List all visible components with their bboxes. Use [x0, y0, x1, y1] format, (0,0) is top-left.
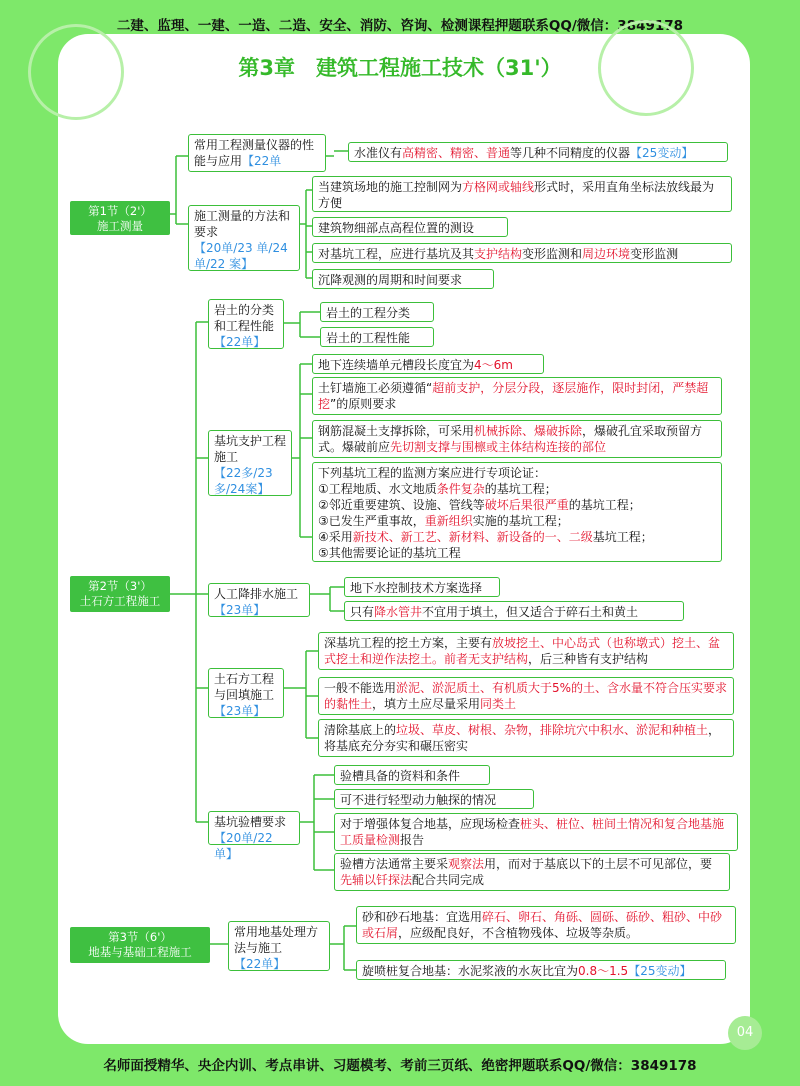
topic-box — [188, 205, 300, 271]
section-label: 第1节（2'） 施工测量 — [70, 201, 170, 235]
point-box — [312, 269, 494, 289]
point-text: 岩土的工程性能 — [326, 331, 411, 345]
point-box — [318, 632, 734, 670]
topic-box — [188, 134, 326, 172]
highlight-text: 新技术、新工艺、新材料、新设备的一、二级 — [352, 530, 593, 544]
point-box — [320, 302, 434, 322]
highlight-text: 先切割支撑与围檩或主体结构连接的部位 — [390, 440, 607, 454]
point-text: 对基坑工程，应进行基坑及其 — [318, 247, 475, 261]
point-text: 基坑工程； — [592, 530, 653, 544]
point-text: 下列基坑工程的监测方案应进行专项论证： — [318, 466, 547, 480]
topic-tag: 【20单/22 单】 — [214, 831, 273, 861]
point-text: 的基坑工程； — [568, 498, 641, 512]
topic-title: 基坑验槽要求 — [214, 815, 287, 829]
highlight-text: 破坏后果很严重 — [484, 498, 569, 512]
point-text: 水准仪有 — [354, 146, 403, 160]
topic-tag: 【22单】 — [214, 335, 266, 349]
chapter-title: 第3章 建筑工程施工技术（31'） — [238, 56, 562, 80]
point-text: ①工程地质、水文地质 — [318, 482, 437, 496]
point-box — [344, 601, 684, 621]
point-text: 形式时，采用直角坐标法放线最为方便 — [318, 180, 715, 210]
topic-tag: 【23单】 — [214, 704, 266, 718]
topic-title: 岩土的分类和工程性能 — [214, 303, 275, 333]
point-box — [356, 960, 726, 980]
point-box — [334, 813, 738, 851]
point-box — [356, 906, 736, 944]
point-text: 深基坑工程的挖土方案，主要有 — [324, 636, 493, 650]
point-text: 的基坑工程； — [484, 482, 557, 496]
point-text: 不宜用于填土，但又适合于碎石土和黄土 — [422, 605, 639, 619]
point-text: 配合共同完成 — [412, 873, 485, 887]
point-text: ，将基底充分夯实和碾压密实 — [324, 723, 721, 753]
page-number: 04 — [728, 1016, 762, 1050]
point-box — [318, 677, 734, 715]
point-text: 当建筑场地的施工控制网为 — [318, 180, 463, 194]
top-banner: 二建、监理、一建、一造、二造、安全、消防、咨询、检测课程押题联系QQ/微信：3849178 — [116, 18, 684, 34]
point-box — [334, 789, 534, 809]
section-label: 第3节（6'） 地基与基础工程施工 — [70, 927, 210, 963]
topic-tag: 【23单】 — [214, 603, 266, 617]
point-text: 岩土的工程分类 — [326, 306, 411, 320]
topic-tag: 【20单/23 单/24单/22 案】 — [194, 241, 288, 271]
highlight-text: 降水管井 — [374, 605, 423, 619]
topic-tag: 【22单】 — [234, 957, 286, 971]
highlight-text: 同类土 — [480, 697, 517, 711]
topic-box — [208, 430, 292, 496]
highlight-text: 方格网或轴线 — [462, 180, 535, 194]
highlight-text: 条件复杂 — [436, 482, 485, 496]
point-box — [312, 243, 732, 263]
point-text: ，爆破孔宜采取预留方式。爆破前应 — [318, 424, 703, 454]
point-text: ④采用 — [318, 530, 353, 544]
point-box — [312, 377, 722, 415]
point-box — [334, 765, 490, 785]
highlight-text: 4～6m — [474, 358, 513, 372]
point-box — [312, 420, 722, 458]
point-box — [318, 719, 734, 757]
topic-box — [208, 668, 284, 718]
section-label: 第2节（3'） 土石方工程施工 — [70, 576, 170, 612]
point-text: 变形监测和 — [522, 247, 583, 261]
bottom-banner: 名师面授精华、央企内训、考点串讲、习题模考、考前三页纸、绝密押题联系QQ/微信：3849178 — [103, 1058, 697, 1074]
point-text: ②邻近重要建筑、设施、管线等 — [318, 498, 485, 512]
topic-box — [208, 583, 310, 617]
highlight-text: 碎石、卵石、角砾、圆砾、砾砂、粗砂、中砂或石屑 — [362, 910, 723, 940]
highlight-text: 周边环境 — [582, 247, 631, 261]
point-box — [312, 354, 544, 374]
point-text: 地下水控制技术方案选择 — [350, 581, 483, 595]
point-box — [312, 462, 722, 562]
point-box — [312, 217, 508, 237]
highlight-text: 淤泥、淤泥质土、有机质大于5%的土、含水量不符合压实要求的黏性土 — [324, 681, 728, 711]
point-text: 实施的基坑工程； — [472, 514, 569, 528]
point-text: 一般不能选用 — [324, 681, 397, 695]
point-text: 地下连续墙单元槽段长度宜为 — [318, 358, 475, 372]
tag-text: 【25变动】 — [628, 964, 692, 978]
topic-title: 人工降排水施工 — [214, 587, 299, 601]
highlight-text: 先辅以钎探法 — [340, 873, 413, 887]
highlight-text: 垃圾、草皮、树根、杂物，排除坑穴中积水、淤泥和种植土 — [396, 723, 709, 737]
highlight-text: 机械拆除、爆破拆除 — [474, 424, 583, 438]
point-text: 只有 — [350, 605, 375, 619]
point-text: 报告 — [400, 833, 425, 847]
point-box — [320, 327, 434, 347]
highlight-text: 放坡挖土、中心岛式（也称墩式）挖土、盆式挖土和逆作法挖土。前者无支护结构 — [324, 636, 721, 666]
point-box — [348, 142, 728, 162]
point-text: 土钉墙施工必须遵循“ — [318, 381, 433, 395]
topic-title: 常用地基处理方法与施工 — [234, 925, 319, 955]
topic-tag: 【22多/23多/24案】 — [214, 466, 273, 496]
point-text: ，后三种皆有支护结构 — [528, 652, 649, 666]
topic-title: 基坑支护工程施工 — [214, 434, 287, 464]
point-text: ⑤其他需要论证的基坑工程 — [318, 546, 461, 560]
point-text: 对于增强体复合地基，应现场检查 — [340, 817, 521, 831]
tag-text: 【25变动】 — [630, 146, 694, 160]
highlight-text: 支护结构 — [474, 247, 523, 261]
point-text: 用，而对于基底以下的土层不可见部位，要 — [484, 857, 713, 871]
point-text: 等几种不同精度的仪器 — [510, 146, 631, 160]
point-text: ”的原则要求 — [330, 397, 397, 411]
point-text: 变形监测 — [630, 247, 679, 261]
highlight-text: 重新组织 — [424, 514, 473, 528]
topic-title: 施工测量的方法和要求 — [194, 209, 291, 239]
highlight-text: 桩头、桩位、桩间土情况和复合地基施工质量检测 — [340, 817, 725, 847]
point-text: 钢筋混凝土支撑拆除，可采用 — [318, 424, 475, 438]
topic-title: 常用工程测量仪器的性能与应用 — [194, 138, 315, 168]
highlight-text: 0.8～1.5 — [578, 964, 629, 978]
point-text: 验槽方法通常主要采 — [340, 857, 449, 871]
topic-box — [208, 811, 300, 861]
point-text: 旋喷桩复合地基：水泥浆液的水灰比宜为 — [362, 964, 579, 978]
point-text: ，应级配良好，不含植物残体、垃圾等杂质。 — [398, 926, 639, 940]
highlight-text: 超前支护，分层分段，逐层施作，限时封闭，严禁超挖 — [318, 381, 709, 411]
point-box — [334, 853, 730, 891]
topic-title: 土石方工程与回填施工 — [214, 672, 275, 702]
topic-tag: 【22单 — [242, 154, 282, 168]
point-box — [344, 577, 500, 597]
point-text: 清除基底上的 — [324, 723, 397, 737]
point-text: ，填方土应尽量采用 — [372, 697, 481, 711]
highlight-text: 观察法 — [448, 857, 485, 871]
point-text: ③已发生严重事故， — [318, 514, 425, 528]
highlight-text: 高精密、精密、普通 — [402, 146, 511, 160]
topic-box — [228, 921, 330, 971]
point-text: 砂和砂石地基：宜选用 — [362, 910, 483, 924]
topic-box — [208, 299, 284, 349]
point-text: 建筑物细部点高程位置的测设 — [318, 221, 475, 235]
point-text: 沉降观测的周期和时间要求 — [318, 273, 463, 287]
point-text: 可不进行轻型动力触探的情况 — [340, 793, 497, 807]
point-box — [312, 176, 732, 212]
point-text: 验槽具备的资料和条件 — [340, 769, 461, 783]
